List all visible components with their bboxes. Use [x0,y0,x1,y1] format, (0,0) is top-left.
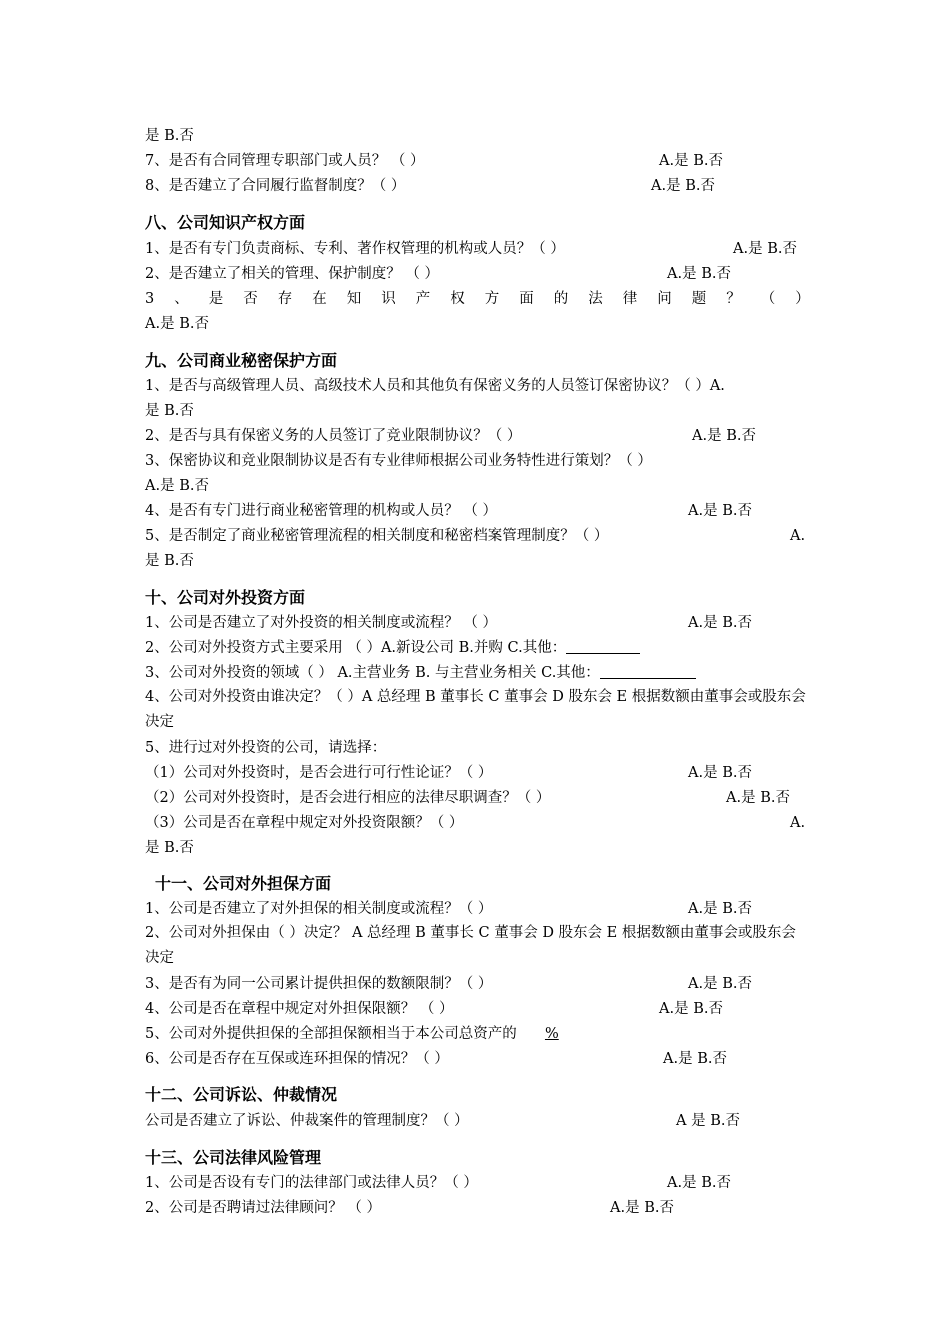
section-heading: 九、公司商业秘密保护方面 [145,351,338,370]
answer-options: A.是 B.否 [651,178,715,194]
answer-options: A.是 B.否 [688,503,752,519]
answer-line: A.是 B.否 [145,478,209,494]
question-line [145,264,810,284]
section-heading: 八、公司知识产权方面 [145,213,306,232]
question-text: 5、是否制定了商业秘密管理流程的相关制度和秘密档案管理制度？（ ） [145,528,609,544]
char: 产 [415,291,431,307]
question-text: 8、是否建立了合同履行监督制度？（ ） [145,178,406,194]
percent-blank[interactable]: % [544,1026,559,1042]
question-line [145,526,810,546]
section-heading: 十三、公司法律风险管理 [145,1148,322,1167]
answer-line: 是 B.否 [145,403,194,419]
char: （ [760,291,776,307]
question-line [145,999,810,1019]
question-text: 2、公司对外投资方式主要采用 （ ）A.新设公司 B.并购 C.其他： [145,640,567,656]
question-text: 2、是否建立了相关的管理、保护制度？ （ ） [145,266,439,282]
question-line [145,1111,810,1131]
answer-line: 是 B.否 [145,128,194,144]
question-paragraph: 2、公司对外担保由（ ）决定？ A 总经理 B 董事长 C 董事会 D 股东会 E 根据数额由董事会或股东会决定 [145,925,796,966]
char: 知 [346,291,362,307]
answer-line: A.是 B.否 [145,316,209,332]
question-line [145,899,810,919]
char: 识 [381,291,396,307]
question-text: 7、是否有合同管理专职部门或人员？ （ ） [145,153,425,169]
answer-options: A.是 B.否 [688,976,752,992]
answer-options: A.是 B.否 [659,153,723,169]
section-heading: 十二、公司诉讼、仲裁情况 [145,1085,338,1104]
question-text: 1、公司是否建立了对外投资的相关制度或流程？ （ ） [145,615,497,631]
answer-options: A.是 B.否 [688,901,752,917]
answer-line: 是 B.否 [145,553,194,569]
question-paragraph: 4、公司对外投资由谁决定？（ ）A 总经理 B 董事长 C 董事会 D 股东会 E 根据数额由董事会或股东会决定 [145,689,806,730]
char: ？ [726,291,741,307]
answer-options: A.是 B.否 [692,428,756,444]
question-text: 6、公司是否存在互保或连环担保的情况？（ ） [145,1051,449,1067]
question-text: 4、公司是否在章程中规定对外担保限额？ （ ） [145,1001,454,1017]
question-text: 4、是否有专门进行商业秘密管理的机构或人员？ （ ） [145,503,497,519]
answer-options: A. [790,528,806,544]
char: 3 [145,291,155,307]
question-line [145,1173,810,1193]
char: 法 [588,291,603,307]
question-line: 1、是否与高级管理人员、高级技术人员和其他负有保密义务的人员签订保密协议？（ ）A. [145,378,725,394]
answer-options: A.是 B.否 [663,1051,727,1067]
char: 问 [657,291,672,307]
answer-options: A.是 B.否 [733,241,797,257]
char: 的 [553,291,569,307]
char: 题 [691,291,707,307]
justified-question-line [145,289,810,309]
question-text: 3、是否有为同一公司累计提供担保的数额限制？（ ） [145,976,493,992]
char: ） [795,291,810,307]
question-line [145,151,810,171]
question-line [145,176,810,196]
question-text: 2、公司是否聘请过法律顾问？ （ ） [145,1200,381,1216]
answer-options: A.是 B.否 [688,615,752,631]
char: 存 [277,291,293,307]
question-text: 1、是否有专门负责商标、专利、著作权管理的机构或人员？（ ） [145,241,565,257]
char: 面 [519,291,534,307]
question-line [145,501,810,521]
question-text: 5、公司对外提供担保的全部担保额相当于本公司总资产的 [145,1026,517,1042]
answer-options: A.是 B.否 [610,1200,674,1216]
answer-line: 是 B.否 [145,840,194,856]
question-text: 1、公司是否建立了对外担保的相关制度或流程？（ ） [145,901,493,917]
question-text: （1）公司对外投资时，是否会进行可行性论证？（ ） [145,765,493,781]
question-line: 3、保密协议和竞业限制协议是否有专业律师根据公司业务特性进行策划？（ ） [145,453,652,469]
question-text: （3）公司是否在章程中规定对外投资限额？（ ） [145,815,464,831]
char: 方 [484,291,500,307]
question-text: 3、公司对外投资的领域（ ） A.主营业务 B. 与主营业务相关 C.其他： [145,665,600,681]
question-text: 1、公司是否设有专门的法律部门或法律人员？（ ） [145,1175,478,1191]
question-line [145,663,810,683]
question-line [145,974,810,994]
question-line [145,763,810,783]
fill-blank[interactable] [566,639,640,654]
fill-blank[interactable] [600,664,696,679]
question-line: 5、进行过对外投资的公司，请选择： [145,740,387,756]
question-line [145,613,810,633]
question-line [145,239,810,259]
answer-options: A.是 B.否 [726,790,790,806]
section-heading: 十一、公司对外担保方面 [155,874,332,893]
char: 律 [622,291,638,307]
char: 是 [208,291,224,307]
question-line [145,638,810,658]
char: 在 [312,291,327,307]
answer-options: A.是 B.否 [688,765,752,781]
question-text: 公司是否建立了诉讼、仲裁案件的管理制度？（ ） [145,1113,469,1129]
answer-options: A.是 B.否 [667,1175,731,1191]
answer-options: A. [790,815,806,831]
question-text: （2）公司对外投资时，是否会进行相应的法律尽职调查？（ ） [145,790,551,806]
question-line [145,1024,810,1044]
question-line [145,788,810,808]
section-heading: 十、公司对外投资方面 [145,588,306,607]
question-text: 2、是否与具有保密义务的人员签订了竞业限制协议？（ ） [145,428,522,444]
question-line [145,813,810,833]
question-line [145,426,810,446]
question-line [145,1049,810,1069]
char: 否 [243,291,258,307]
char: 、 [174,291,189,307]
char: 权 [450,291,465,307]
answer-options: A.是 B.否 [659,1001,723,1017]
answer-options: A.是 B.否 [667,266,731,282]
answer-options: A 是 B.否 [676,1113,740,1129]
question-line [145,1198,810,1218]
